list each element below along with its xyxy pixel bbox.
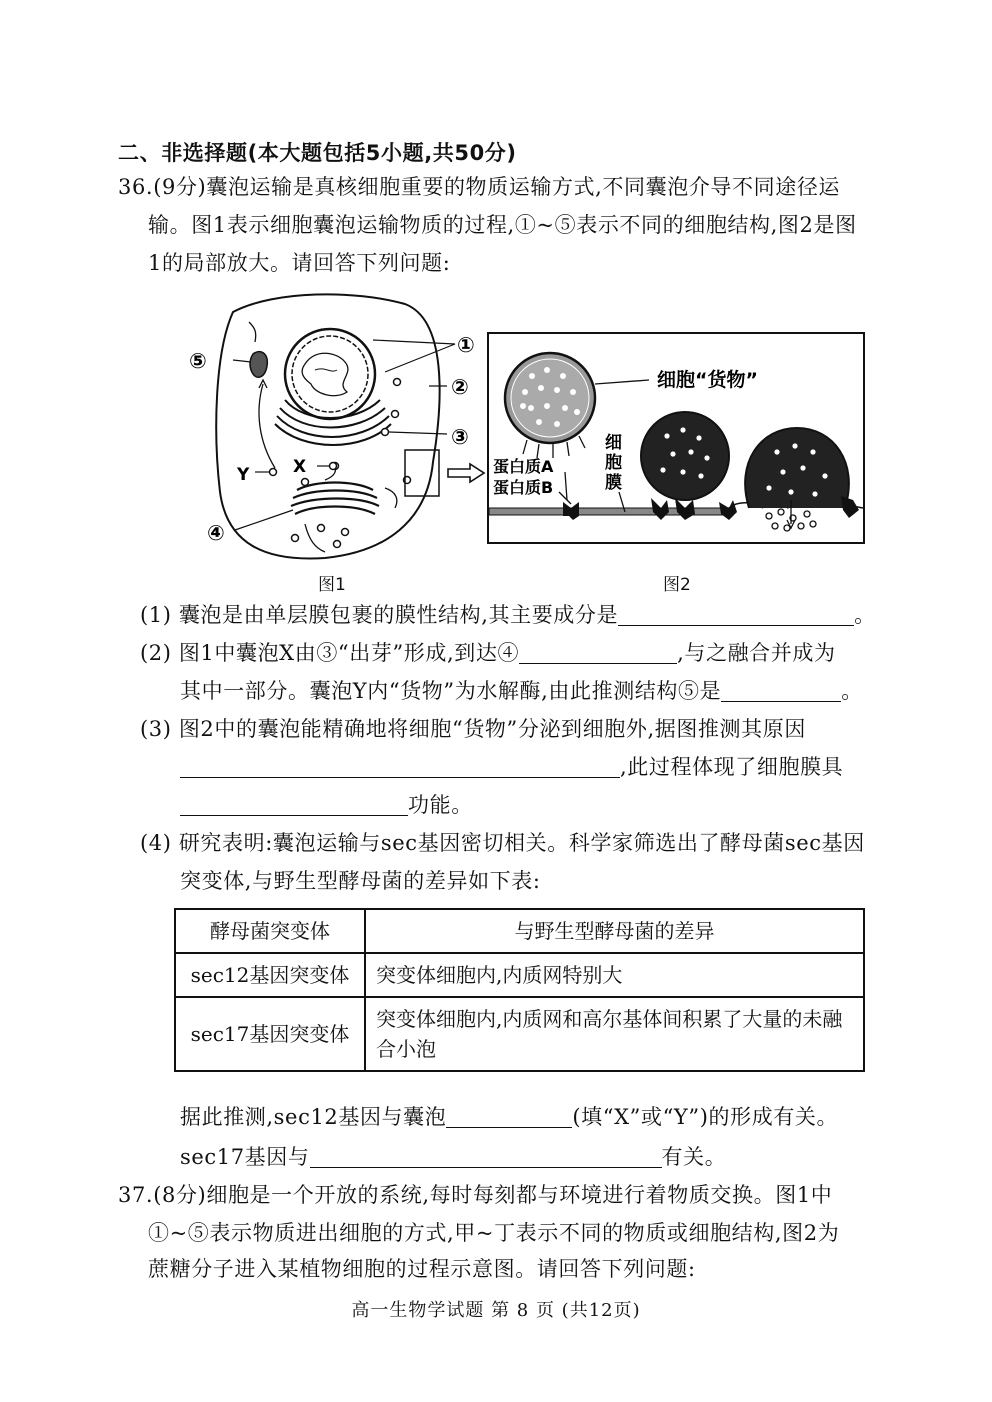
q36-stem-line-1: 36.(9分)囊泡运输是真核细胞重要的物质运输方式,不同囊泡介导不同途径运 [118, 175, 841, 199]
sub3-line-2 [180, 752, 843, 782]
fig1-label-3: ③ [451, 425, 469, 449]
sub4-answer-blank-1[interactable] [446, 1105, 572, 1128]
sub2-line-2 [180, 676, 863, 706]
q37-stem-line-1: 37.(8分)细胞是一个开放的系统,每时每刻都与环境进行着物质交换。图1中 [118, 1183, 833, 1207]
figure-2-secretion-diagram [487, 332, 865, 544]
sub4-after-2b: 有关。 [661, 1145, 727, 1169]
sub3-line-1: (3) 图2中的囊泡能精确地将细胞“货物”分泌到细胞外,据图推测其原因 [140, 717, 806, 741]
sub2-text-1a: (2) 图1中囊泡X由③“出芽”形成,到达④ [140, 641, 520, 665]
fig2-membrane-char-3: 膜 [605, 473, 622, 493]
table-header-cell: 酵母菌突变体 [175, 909, 365, 953]
page-footer: 高一生物学试题 第 8 页 (共12页) [351, 1300, 641, 1321]
q36-stem-line-2: 输。图1表示细胞囊泡运输物质的过程,①~⑤表示不同的细胞结构,图2是图 [148, 213, 857, 237]
table-row [175, 997, 864, 1071]
figure-1-caption: 图1 [318, 575, 346, 595]
table-cell: sec17基因突变体 [175, 997, 365, 1071]
sub1-end: 。 [854, 603, 876, 627]
fig2-cargo-label: 细胞“货物” [657, 369, 758, 391]
sub2-text-2b: 。 [841, 679, 863, 703]
sub1-text: (1) 囊泡是由单层膜包裹的膜性结构,其主要成分是 [140, 603, 619, 627]
sub4-after-line-1 [180, 1102, 838, 1132]
fig1-label-x: X [293, 457, 307, 477]
figure-2-caption: 图2 [663, 575, 691, 595]
mutant-table [174, 908, 865, 1072]
figure-1-cell-diagram [185, 282, 485, 572]
table-cell: 突变体细胞内,内质网和高尔基体间积累了大量的未融合小泡 [365, 997, 864, 1071]
sub2-line-1 [140, 638, 836, 668]
fig2-membrane-char-1: 细 [605, 433, 622, 453]
magnify-arrow-icon [446, 462, 486, 484]
sub4-line-1: (4) 研究表明:囊泡运输与sec基因密切相关。科学家筛选出了酵母菌sec基因 [140, 831, 865, 855]
q36-stem-line-3: 1的局部放大。请回答下列问题: [148, 251, 451, 275]
table-header-row [175, 909, 864, 953]
fig2-membrane-char-2: 胞 [605, 453, 622, 473]
q37-stem-line-3: 蔗糖分子进入某植物细胞的过程示意图。请回答下列问题: [148, 1257, 696, 1281]
sub3-line-3 [180, 790, 473, 820]
sub4-line-2: 突变体,与野生型酵母菌的差异如下表: [180, 869, 541, 893]
sub4-after-1a: 据此推测,sec12基因与囊泡 [180, 1105, 447, 1129]
sub3-text-3b: 功能。 [408, 793, 473, 817]
table-row [175, 953, 864, 997]
sub3-answer-blank-1[interactable] [180, 755, 620, 778]
fig2-protein-b-label: 蛋白质B [493, 478, 554, 497]
sub1-answer-blank[interactable] [618, 603, 854, 626]
q37-stem-line-2: ①~⑤表示物质进出细胞的方式,甲~丁表示不同的物质或细胞结构,图2为 [148, 1221, 840, 1245]
fig1-label-y: Y [237, 465, 250, 485]
sub1-line [140, 600, 876, 630]
sub2-answer-blank-1[interactable] [519, 641, 677, 664]
fig2-protein-a-label: 蛋白质A [493, 457, 554, 476]
section-title: 二、非选择题(本大题包括5小题,共50分) [118, 141, 517, 165]
table-cell: sec12基因突变体 [175, 953, 365, 997]
sub4-after-2a: sec17基因与 [180, 1145, 310, 1169]
sub2-text-2a: 其中一部分。囊泡Y内“货物”为水解酶,由此推测结构⑤是 [180, 679, 722, 703]
sub2-text-1b: ,与之融合并成为 [677, 641, 836, 665]
fig1-label-1: ① [457, 333, 475, 357]
fig1-label-4: ④ [207, 521, 225, 545]
fig1-label-5: ⑤ [189, 349, 207, 373]
sub2-answer-blank-2[interactable] [721, 679, 841, 702]
sub4-after-line-2 [180, 1142, 726, 1172]
table-header-cell: 与野生型酵母菌的差异 [365, 909, 864, 953]
sub4-after-1b: (填“X”或“Y”)的形成有关。 [572, 1105, 839, 1129]
sub3-text-2b: ,此过程体现了细胞膜具 [620, 755, 844, 779]
sub4-answer-blank-2[interactable] [310, 1145, 662, 1168]
sub3-answer-blank-2[interactable] [180, 793, 408, 816]
fig1-label-2: ② [451, 375, 469, 399]
table-cell: 突变体细胞内,内质网特别大 [365, 953, 864, 997]
